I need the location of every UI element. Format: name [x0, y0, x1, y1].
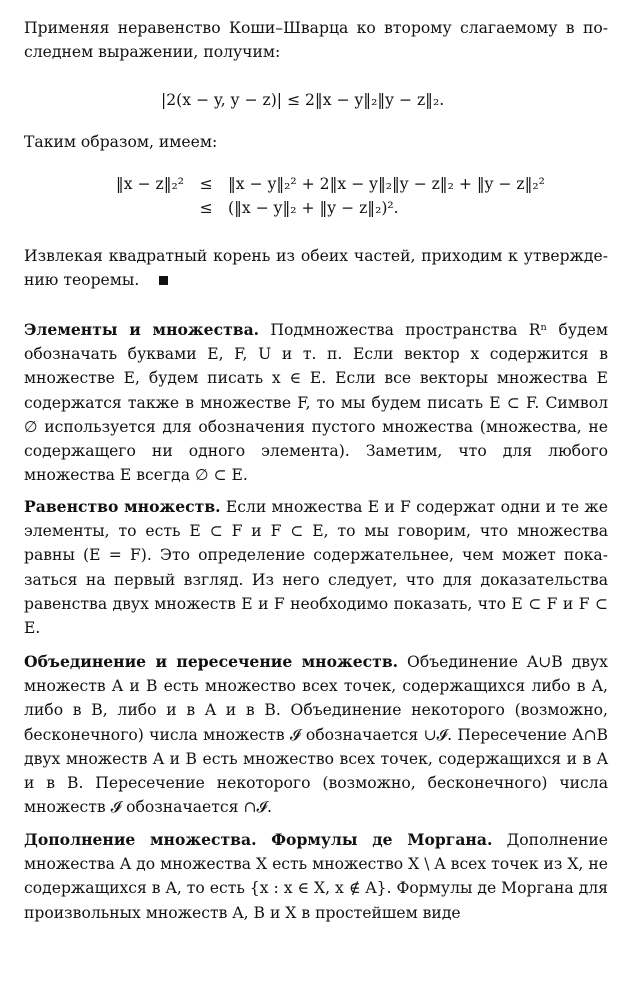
formula-rhs: (‖x − y‖₂ + ‖y − z‖₂)². — [228, 199, 399, 217]
paragraph-cauchy-schwarz — [24, 16, 608, 64]
paragraph-thus — [24, 130, 608, 154]
paragraph-text: Таким образом, имеем: — [24, 133, 218, 151]
section-heading: Объединение и пересечение множеств. — [24, 652, 399, 671]
section-heading: Дополнение множества. Формулы де Моргана. — [24, 830, 493, 849]
section-union-intersection — [24, 650, 608, 819]
paragraph-conclusion — [24, 244, 608, 292]
formula-row-2 — [92, 196, 545, 220]
formula-relation: ≤ — [199, 175, 213, 193]
paragraph-text: Извлекая квадратный корень из обеих частей, приходим к утвержде-нию теоремы. — [24, 247, 608, 290]
section-text: Дополнение множества A до множества X есть множество X \ A всех точек из X, не содержащихся в A, то есть {x : x ∈ X, x ∉ A}. Формулы де Моргана для произвольных множеств A, B и X в простейшем виде — [24, 831, 608, 922]
formula-lhs: ‖x − z‖₂² — [115, 175, 184, 193]
section-text: Объединение A∪B двух множеств A и B есть множество всех точек, содержащихся либо в A, либо в B, либо и в A и в B. Объединение некоторого (возможно, бесконечного) числа множеств 𝓘 обозначается ∪𝓘. Пересечение A∩B двух множеств A и B есть множество всех точек, содержащихся и в A и в B. Пересечение некоторого (возможно, бесконечного) числа множеств 𝓘 обозначается ∩𝓘. — [24, 653, 608, 817]
section-set-equality — [24, 495, 608, 640]
formula-row-1 — [92, 172, 545, 196]
qed-square-icon — [159, 276, 168, 285]
section-elements-and-sets — [24, 318, 608, 487]
formula-rhs: ‖x − y‖₂² + 2‖x − y‖₂‖y − z‖₂ + ‖y − z‖₂² — [228, 175, 545, 193]
formula-relation: ≤ — [199, 199, 213, 217]
paragraph-text: Применяя неравенство Коши–Шварца ко второму слагаемому в по-следнем выражении, получим: — [24, 19, 608, 62]
section-text: Подмножества пространства Rⁿ будем обозначать буквами E, F, U и т. п. Если вектор x содержится в множестве E, будем писать x ∈ E. Если все векторы множества E содержатся также в множестве F, то мы будем писать E ⊂ F. Символ ∅ используется для обозначения пустого множества (множества, не содержащего ни одного элемента). Заметим, что для любого множества E всегда ∅ ⊂ E. — [24, 321, 608, 485]
section-complement-de-morgan — [24, 828, 608, 925]
section-text: Если множества E и F содержат одни и те же элементы, то есть E ⊂ F и F ⊂ E, то мы говорим, что множества равны (E = F). Это определение содержательнее, чем может пока-заться на первый взгляд. Из него следует, что для доказательства равенства двух множеств E и F необходимо показать, что E ⊂ F и F ⊂ E. — [24, 498, 608, 638]
section-heading: Элементы и множества. — [24, 320, 260, 339]
formula-triangle-inequality — [92, 172, 545, 220]
section-heading: Равенство множеств. — [24, 497, 221, 516]
formula-cauchy-schwarz: |2(x − y, y − z)| ≤ 2‖x − y‖₂‖y − z‖₂. — [161, 91, 445, 109]
